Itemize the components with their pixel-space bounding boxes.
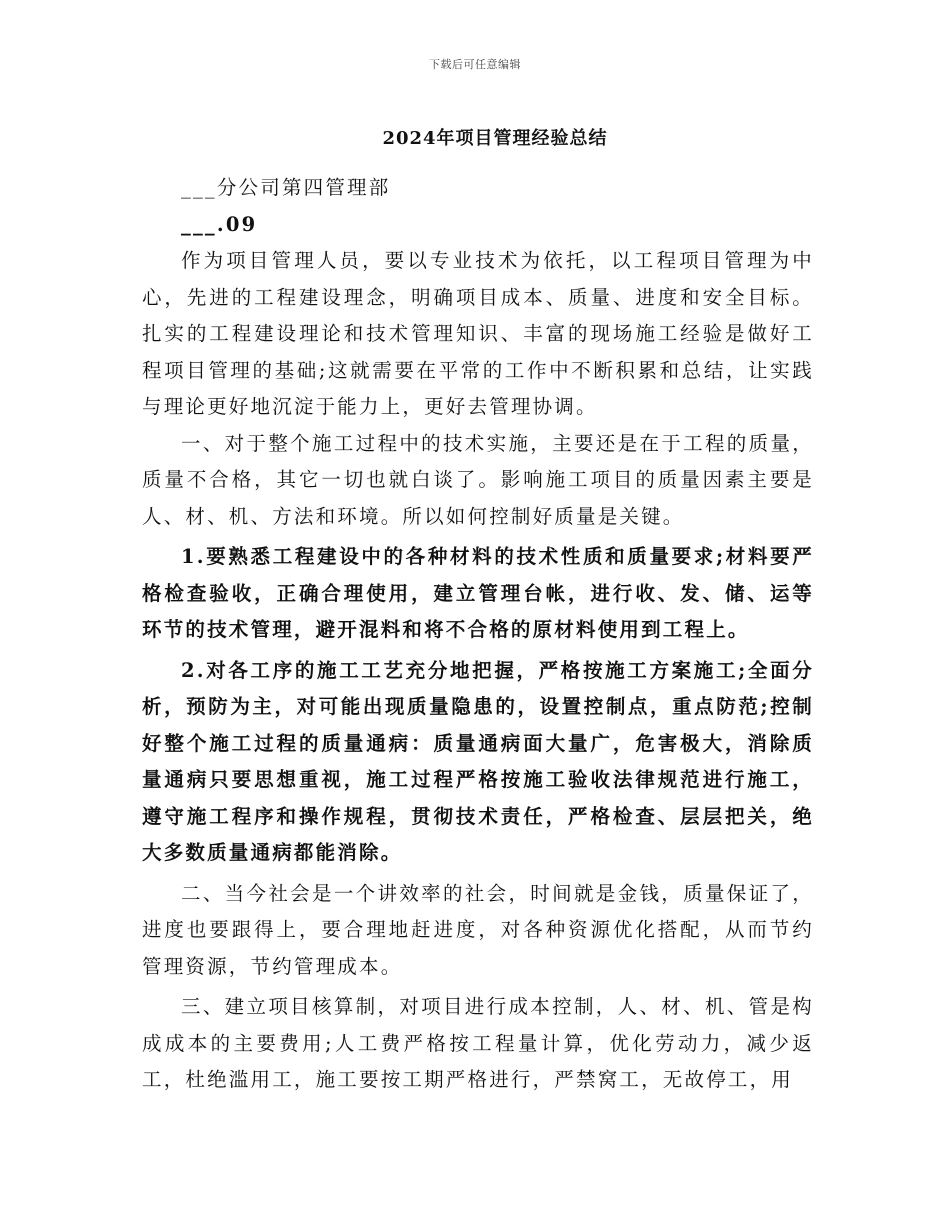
paragraph-point-one: 1.要熟悉工程建设中的各种材料的技术性质和质量要求;材料要严格检查验收，正确合理使用，建立管理台帐，进行收、发、储、运等环节的技术管理，避开混料和将不合格的原材料使用到工程上。: [142, 545, 814, 641]
paragraph-section-two: 二、当今社会是一个讲效率的社会，时间就是金钱，质量保证了，进度也要跟得上，要合理地赶进度，对各种资源优化搭配，从而节约管理资源，节约管理成本。: [142, 881, 814, 978]
date-line: ___.09: [181, 212, 258, 236]
document-title: 2024年项目管理经验总结: [382, 128, 608, 149]
paragraph-section-one: 一、对于整个施工过程中的技术实施，主要还是在于工程的质量，质量不合格，其它一切也就白谈了。影响施工项目的质量因素主要是人、材、机、方法和环境。所以如何控制好质量是关键。: [142, 431, 814, 528]
header-note: 下载后可任意编辑: [429, 58, 521, 71]
department-line: ___分公司第四管理部: [181, 176, 391, 199]
document-body: [142, 170, 814, 1099]
paragraph-point-two: 2.对各工序的施工工艺充分地把握，严格按施工方案施工;全面分析，预防为主，对可能出现质量隐患的，设置控制点，重点防范;控制好整个施工过程的质量通病：质量通病面大量广，危害极大，消除质量通病只要思想重视，施工过程严格按施工验收法律规范进行施工，遵守施工程序和操作规程，贯彻技术责任，严格检查、层层把关，绝大多数质量通病都能消除。: [142, 658, 814, 864]
paragraph-intro: 作为项目管理人员，要以专业技术为依托，以工程项目管理为中心，先进的工程建设理念，明确项目成本、质量、进度和安全目标。扎实的工程建设理论和技术管理知识、丰富的现场施工经验是做好工程项目管理的基础;这就需要在平常的工作中不断积累和总结，让实践与理论更好地沉淀于能力上，更好去管理协调。: [142, 249, 814, 418]
paragraph-section-three: 三、建立项目核算制，对项目进行成本控制，人、材、机、管是构成成本的主要费用;人工费严格按工程量计算，优化劳动力，减少返工，杜绝滥用工，施工要按工期严格进行，严禁窝工，无故停工，用: [142, 995, 814, 1091]
